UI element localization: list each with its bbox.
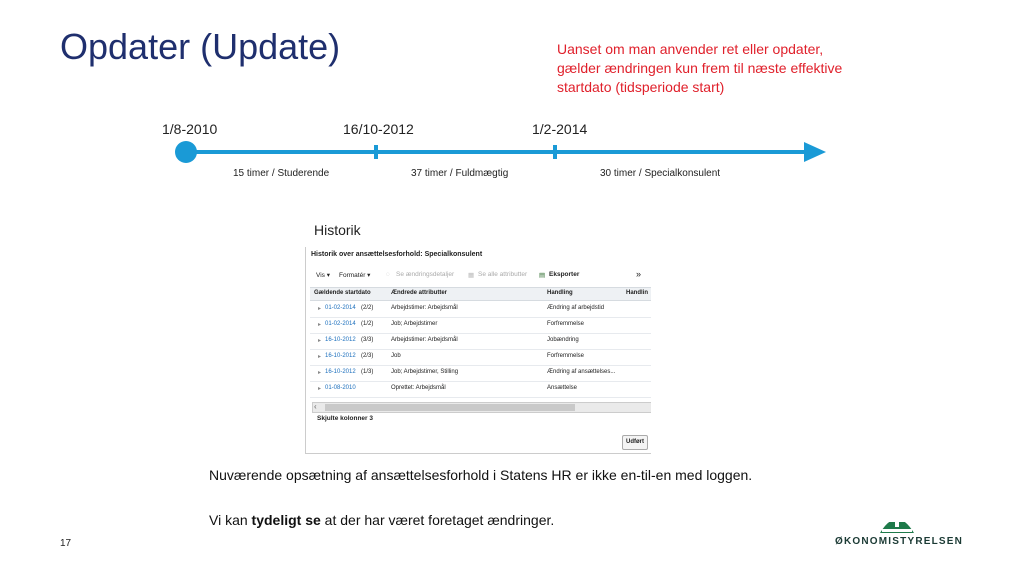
table-row[interactable] <box>310 381 651 398</box>
row-action: Ændring af arbejdstid <box>547 305 605 311</box>
grid-header <box>310 287 651 301</box>
row-date[interactable]: 16-10-2012 <box>325 353 356 359</box>
row-attrs: Job <box>391 353 401 359</box>
historik-label: Historik <box>314 222 361 238</box>
row-count: (2/3) <box>361 353 374 359</box>
row-date[interactable]: 01-08-2010 <box>325 385 356 391</box>
timeline-date-1: 1/8-2010 <box>162 121 218 137</box>
row-attrs: Oprettet: Arbejdsmål <box>391 385 446 391</box>
timeline-tick-2014 <box>553 145 557 159</box>
history-toolbar <box>306 269 651 281</box>
formater-menu[interactable]: Formatér ▾ <box>339 272 371 279</box>
row-action: Ansættelse <box>547 385 578 391</box>
udfort-button[interactable]: Udført <box>622 435 648 450</box>
row-action: Ændring af ansættelses... <box>547 369 616 375</box>
table-row[interactable] <box>310 317 651 334</box>
note-text: Uanset om man anvender ret eller opdater, gælder ændringen kun frem til næste effektive startdato (tidsperiode start) <box>557 41 843 95</box>
row-action: Forfremmelse <box>547 321 585 327</box>
horizontal-scrollbar[interactable] <box>312 402 651 413</box>
more-button[interactable]: » <box>636 269 642 279</box>
timeline-date-2: 16/10-2012 <box>343 121 414 137</box>
row-date[interactable]: 16-10-2012 <box>325 337 356 343</box>
p2-prefix: Vi kan <box>209 512 252 528</box>
table-row[interactable] <box>310 333 651 350</box>
timeline-segment-3: 30 timer / Specialkonsulent <box>600 168 721 179</box>
row-date[interactable]: 01-02-2014 <box>325 305 356 311</box>
row-action: Forfremmelse <box>547 353 585 359</box>
timeline-line <box>184 150 806 154</box>
row-attrs: Arbejdstimer: Arbejdsmål <box>391 305 458 311</box>
export-icon: ▤ <box>539 272 546 279</box>
scroll-left-icon[interactable]: ‹ <box>314 402 317 411</box>
attributes-icon: ▦ <box>468 272 475 279</box>
row-count: (2/2) <box>361 305 374 311</box>
hidden-columns-label: Skjulte kolonner 3 <box>317 415 373 422</box>
page-number: 17 <box>60 538 72 549</box>
col-handling-2[interactable]: Handlin <box>626 290 648 296</box>
scroll-thumb[interactable] <box>325 404 575 411</box>
se-alle-button[interactable]: Se alle attributter <box>478 271 528 278</box>
row-date[interactable]: 16-10-2012 <box>325 369 356 375</box>
row-count: (1/2) <box>361 321 374 327</box>
expand-icon[interactable]: ▸ <box>318 306 322 312</box>
expand-icon[interactable]: ▸ <box>318 322 322 328</box>
row-count: (3/3) <box>361 337 374 343</box>
timeline-date-3: 1/2-2014 <box>532 121 588 137</box>
details-icon: ◌ <box>386 271 390 278</box>
timeline-arrow-head <box>804 142 826 162</box>
crown-logo-icon <box>878 511 916 535</box>
expand-icon[interactable]: ▸ <box>318 370 322 376</box>
row-count: (1/3) <box>361 369 374 375</box>
row-attrs: Arbejdstimer: Arbejdsmål <box>391 337 458 343</box>
eksporter-button[interactable]: Eksporter <box>549 271 580 278</box>
table-row[interactable] <box>310 349 651 366</box>
timeline-start-dot <box>175 141 197 163</box>
slide-title: Opdater (Update) <box>60 26 341 67</box>
paragraph-2 <box>209 511 554 530</box>
se-detaljer-button[interactable]: Se ændringsdetaljer <box>396 271 455 278</box>
col-startdato[interactable]: Gældende startdato <box>314 290 371 296</box>
p2-bold: tydeligt se <box>251 512 321 528</box>
logo-text: ØKONOMISTYRELSEN <box>835 536 964 547</box>
expand-icon[interactable]: ▸ <box>318 338 322 344</box>
p2-suffix: at der har været foretaget ændringer. <box>320 512 555 528</box>
row-attrs: Job; Arbejdstimer <box>391 321 438 327</box>
row-attrs: Job; Arbejdstimer, Stilling <box>391 369 459 375</box>
table-row[interactable] <box>310 301 651 318</box>
timeline-segment-2: 37 timer / Fuldmægtig <box>411 168 509 179</box>
expand-icon[interactable]: ▸ <box>318 386 322 392</box>
timeline-segment-1: 15 timer / Studerende <box>233 168 330 179</box>
col-attributter[interactable]: Ændrede attributter <box>391 290 448 296</box>
row-action: Jobændring <box>547 337 579 343</box>
row-date[interactable]: 01-02-2014 <box>325 321 356 327</box>
table-row[interactable] <box>310 365 651 382</box>
history-screenshot <box>305 247 651 454</box>
history-title: Historik over ansættelsesforhold: Specialkonsulent <box>311 251 483 258</box>
vis-menu[interactable]: Vis ▾ <box>316 272 330 279</box>
col-handling[interactable]: Handling <box>547 290 573 296</box>
timeline-tick-2012 <box>374 145 378 159</box>
paragraph-1: Nuværende opsætning af ansættelsesforhold i Statens HR er ikke en-til-en med loggen. <box>209 467 753 483</box>
expand-icon[interactable]: ▸ <box>318 354 322 360</box>
